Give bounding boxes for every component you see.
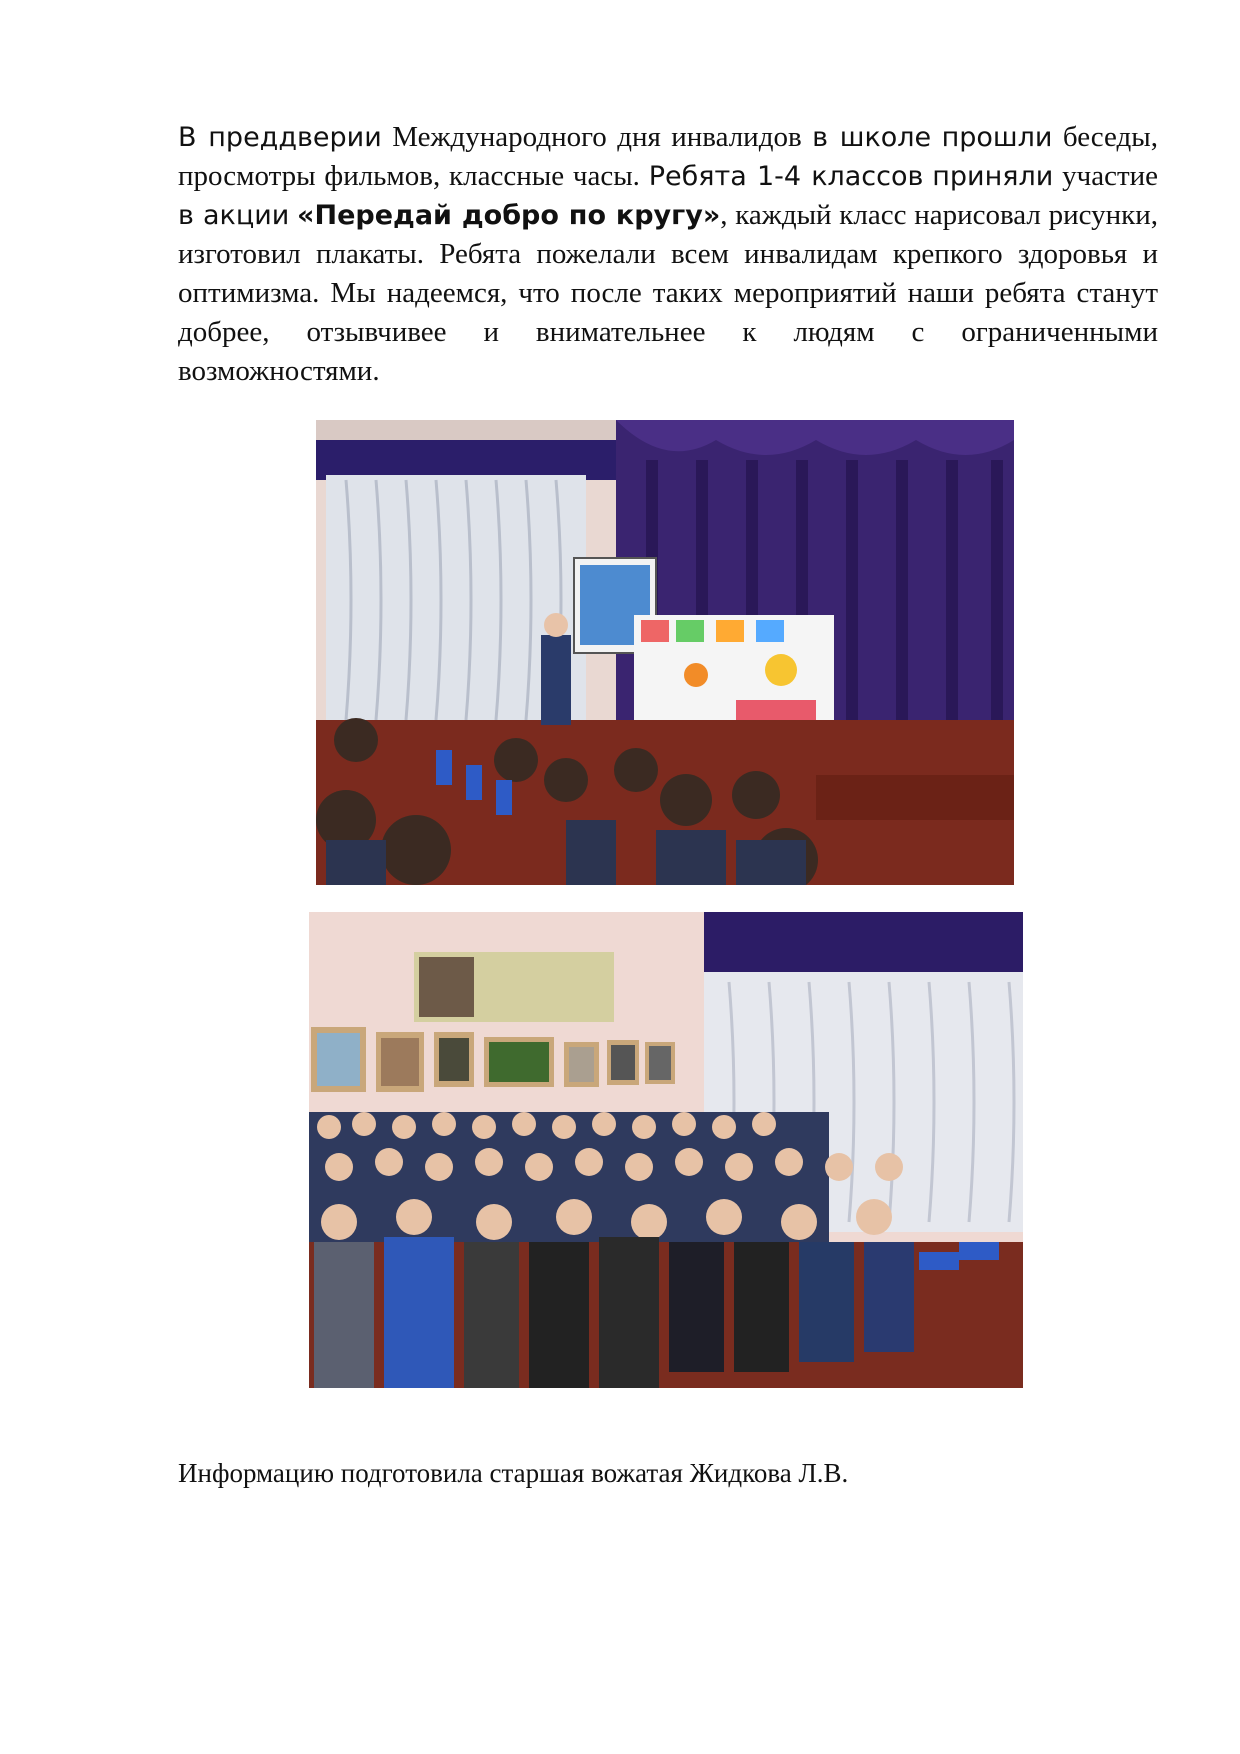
article-paragraph bbox=[178, 118, 1158, 391]
text-segment: беседы, просмотры фильмов, классные часы. bbox=[178, 121, 1158, 192]
text-segment: , каждый класс нарисовал рисунки, изготовил плакаты. Ребята пожелали всем инвалидам крепкого здоровья и оптимизма. Мы надеемся, что после таких мероприятий наши ребята станут добрее, отзывчивее и внимательнее к людям с ограниченными возможностями. bbox=[178, 199, 1158, 387]
text-segment: В преддверии bbox=[178, 122, 382, 153]
author-credit: Информацию подготовила старшая вожатая Жидкова Л.В. bbox=[178, 1458, 849, 1488]
text-segment: Международного дня инвалидов bbox=[392, 121, 802, 153]
text-segment: Ребята 1-4 классов bbox=[648, 161, 924, 192]
stage-presentation-photo bbox=[316, 420, 1014, 885]
text-segment: в школе bbox=[812, 122, 932, 153]
text-segment: участие bbox=[1062, 160, 1159, 192]
campaign-name: «Передай добро по кругу» bbox=[297, 200, 721, 231]
audience-photo bbox=[309, 912, 1023, 1388]
text-segment: в акции bbox=[178, 200, 290, 231]
text-segment: прошли bbox=[941, 122, 1053, 153]
text-segment: приняли bbox=[932, 161, 1054, 192]
